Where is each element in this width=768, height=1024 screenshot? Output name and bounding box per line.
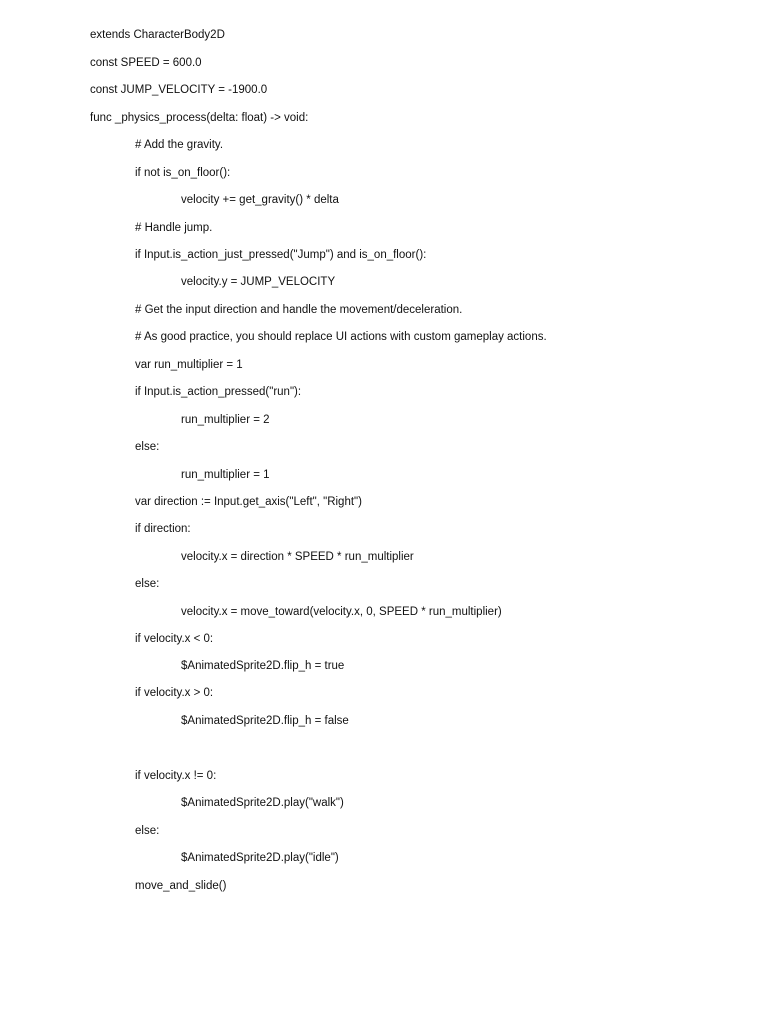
code-line-if-not-floor: if not is_on_floor(): [135, 167, 231, 179]
code-line-func: func _physics_process(delta: float) -> void: [90, 112, 309, 124]
code-line-run-1: run_multiplier = 1 [181, 469, 270, 481]
code-line-if-velocity-pos: if velocity.x > 0: [135, 687, 214, 699]
code-line-flip-false: $AnimatedSprite2D.flip_h = false [181, 715, 349, 727]
code-line-velocity-x-move: velocity.x = direction * SPEED * run_multiplier [181, 551, 414, 563]
code-line-jump-velocity: velocity.y = JUMP_VELOCITY [181, 276, 336, 288]
code-line-if-velocity-nonzero: if velocity.x != 0: [135, 770, 217, 782]
code-line-const-speed: const SPEED = 600.0 [90, 57, 202, 69]
code-line-if-jump: if Input.is_action_just_pressed("Jump") and is_on_floor(): [135, 249, 427, 261]
code-line-play-idle: $AnimatedSprite2D.play("idle") [181, 852, 339, 864]
code-line-move-toward: velocity.x = move_toward(velocity.x, 0, SPEED * run_multiplier) [181, 606, 502, 618]
code-line-extends: extends CharacterBody2D [90, 29, 225, 41]
code-line-comment-gravity: # Add the gravity. [135, 139, 224, 151]
code-line-move-and-slide: move_and_slide() [135, 880, 227, 892]
code-line-flip-true: $AnimatedSprite2D.flip_h = true [181, 660, 345, 672]
code-line-run-2: run_multiplier = 2 [181, 414, 270, 426]
code-line-if-run: if Input.is_action_pressed("run"): [135, 386, 302, 398]
code-line-comment-practice: # As good practice, you should replace UI actions with custom gameplay actions. [135, 331, 547, 343]
code-line-comment-direction: # Get the input direction and handle the movement/deceleration. [135, 304, 463, 316]
code-line-if-direction: if direction: [135, 523, 191, 535]
code-line-apply-gravity: velocity += get_gravity() * delta [181, 194, 339, 206]
code-line-var-run: var run_multiplier = 1 [135, 359, 243, 371]
code-line-else-anim: else: [135, 825, 160, 837]
code-line-const-jump: const JUMP_VELOCITY = -1900.0 [90, 84, 268, 96]
code-line-else-direction: else: [135, 578, 160, 590]
code-line-if-velocity-neg: if velocity.x < 0: [135, 633, 214, 645]
code-line-var-direction: var direction := Input.get_axis("Left", "Right") [135, 496, 362, 508]
code-line-comment-jump: # Handle jump. [135, 222, 213, 234]
code-line-else-run: else: [135, 441, 160, 453]
code-line-play-walk: $AnimatedSprite2D.play("walk") [181, 797, 344, 809]
